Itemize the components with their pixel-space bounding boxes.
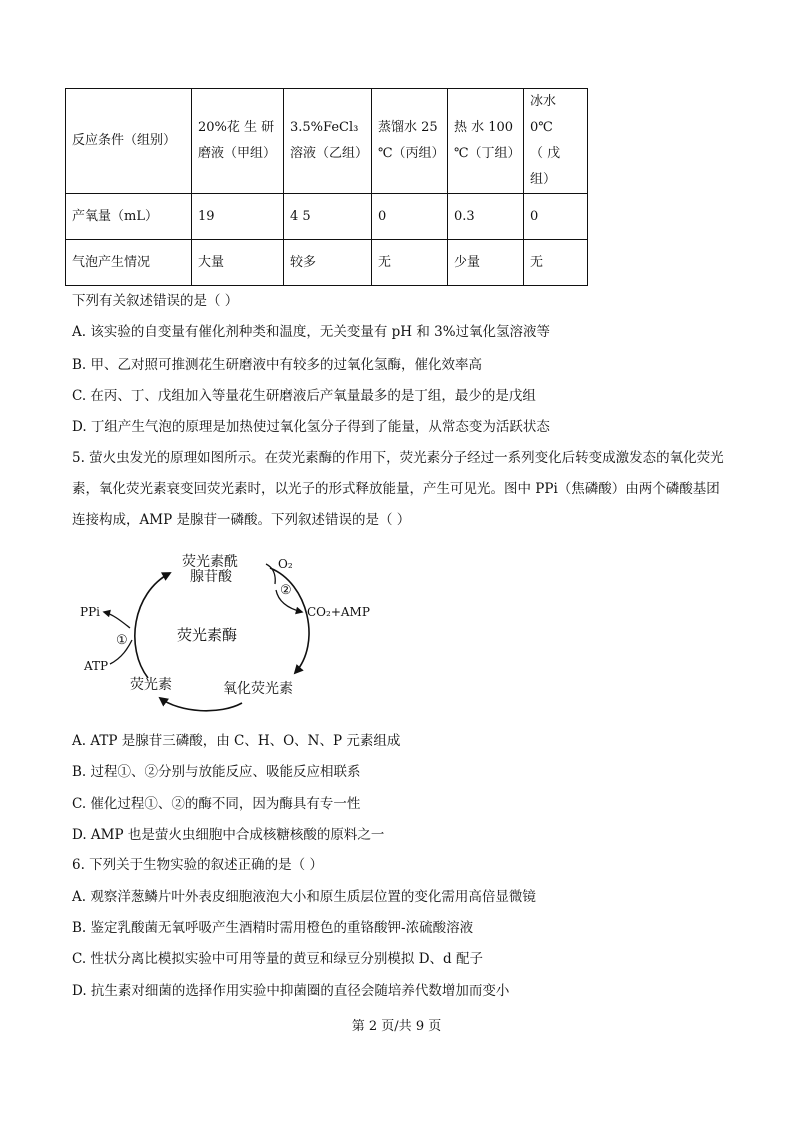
table-cell: 大量 (192, 240, 284, 286)
experiment-table (65, 88, 588, 286)
q6-option-d: D. 抗生素对细菌的选择作用实验中抑菌圈的直径会随培养代数增加而变小 (72, 983, 510, 999)
table-row (66, 240, 588, 286)
q4-option-d: D. 丁组产生气泡的原理是加热使过氧化氢分子得到了能量，从常态变为活跃状态 (72, 419, 550, 435)
table-row-label: 产氧量（mL） (66, 194, 192, 240)
right-label: 氧化荧光素 (223, 681, 293, 697)
ppi-arrow (104, 612, 130, 628)
q6-option-b: B. 鉴定乳酸菌无氧呼吸产生酒精时需用橙色的重铬酸钾-浓硫酸溶液 (72, 920, 474, 936)
table-header-cell: 冰水 0℃ （ 戊 组） (524, 89, 588, 194)
table-cell: 0 (372, 194, 448, 240)
q4-option-c: C. 在丙、丁、戊组加入等量花生研磨液后产氧量最多的是丁组，最少的是戊组 (72, 388, 536, 404)
left-label: 荧光素 (130, 677, 172, 693)
q5-option-a: A. ATP 是腺苷三磷酸，由 C、H、O、N、P 元素组成 (72, 733, 401, 749)
top-label-line1: 荧光素酰 (182, 554, 238, 570)
table-header-cell: 20%花 生 研 磨液（甲组） (192, 89, 284, 194)
step2-label: ② (280, 583, 292, 598)
table-header-cell: 3.5%FeCl₃ 溶液（乙组） (284, 89, 372, 194)
q4-option-a: A. 该实验的自变量有催化剂种类和温度，无关变量有 pH 和 3%过氧化氢溶液等 (72, 324, 551, 340)
atp-label: ATP (84, 659, 109, 673)
top-label-line2: 腺苷酸 (190, 569, 232, 585)
q6-option-c: C. 性状分离比模拟实验中可用等量的黄豆和绿豆分别模拟 D、d 配子 (72, 951, 483, 967)
o2-label: O₂ (278, 557, 293, 571)
q4-option-b: B. 甲、乙对照可推测花生研磨液中有较多的过氧化氢酶，催化效率高 (72, 357, 483, 373)
table-cell: 0.3 (448, 194, 524, 240)
page-footer: 第 2 页/共 9 页 (351, 1019, 442, 1034)
center-label: 荧光素酶 (177, 626, 238, 644)
o2-line (266, 564, 275, 584)
table-header-cell: 热 水 100 ℃（丁组） (448, 89, 524, 194)
table-row-label: 反应条件（组别） (66, 89, 192, 194)
cycle-arc-bottom (160, 698, 242, 711)
table-cell: 无 (524, 240, 588, 286)
step1-label: ① (116, 633, 128, 648)
table-cell: 4 5 (284, 194, 372, 240)
firefly-reaction-diagram (70, 548, 370, 718)
q4-stem: 下列有关叙述错误的是（ ） (72, 293, 239, 309)
table-row (66, 194, 588, 240)
table-cell: 0 (524, 194, 588, 240)
ppi-label: PPi (80, 605, 100, 619)
q5-stem: 5. 萤火虫发光的原理如图所示。在荧光素酶的作用下，荧光素分子经过一系列变化后转变成激发态的氧化荧光素，氧化荧光素衰变回荧光素时，以光子的形式释放能量，产生可见光。图中 PPi（焦磷酸）由两个磷酸基团连接构成，AMP 是腺苷一磷酸。下列叙述错误的是（ ） (72, 450, 724, 528)
table-row-label: 气泡产生情况 (66, 240, 192, 286)
q5-option-d: D. AMP 也是萤火虫细胞中合成核糖核酸的原料之一 (72, 827, 385, 843)
table-cell: 无 (372, 240, 448, 286)
q6-stem: 6. 下列关于生物实验的叙述正确的是（ ） (72, 857, 323, 873)
table-cell: 较多 (284, 240, 372, 286)
q6-option-a: A. 观察洋葱鳞片叶外表皮细胞液泡大小和原生质层位置的变化需用高倍显微镜 (72, 889, 536, 905)
table-header-row (66, 89, 588, 194)
co2-amp-label: CO₂+AMP (307, 605, 370, 619)
table-header-cell: 蒸馏水 25 ℃（丙组） (372, 89, 448, 194)
table-cell: 少量 (448, 240, 524, 286)
table-cell: 19 (192, 194, 284, 240)
q5-option-b: B. 过程①、②分别与放能反应、吸能反应相联系 (72, 764, 361, 780)
q5-option-c: C. 催化过程①、②的酶不同，因为酶具有专一性 (72, 796, 361, 812)
cycle-arc-left (135, 573, 170, 678)
